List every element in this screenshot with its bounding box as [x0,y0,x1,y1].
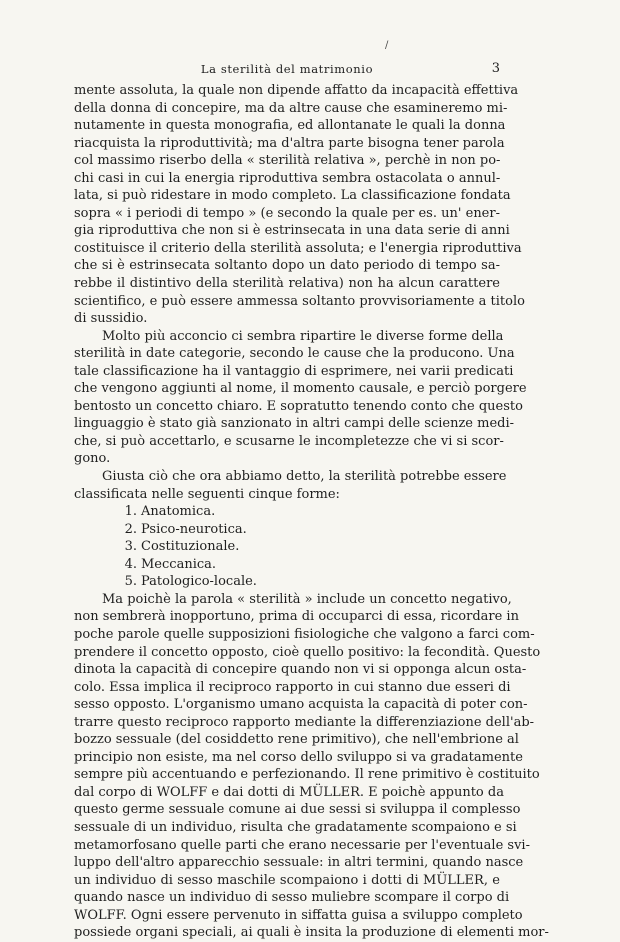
list-item-text: Meccanica. [141,556,217,572]
text-line: questo germe sessuale comune ai due sessi si sviluppa il complesso [74,802,521,818]
text-line: metamorfosano quelle parti che erano necessarie per l'eventuale svi- [74,837,530,853]
text-line: costituisce il criterio della sterilità assoluta; e l'energia riproduttiva [74,240,522,256]
text-line: riacquista la riproduttività; ma d'altra parte bisogna tener parola [74,135,505,151]
paragraph-3 [74,468,507,503]
text-line: della donna di concepire, ma da altre cause che esamineremo mi- [74,100,508,116]
list-item-text: Patologico-locale. [141,574,257,590]
list-item-number: 5. [124,574,137,590]
body-text [74,82,549,942]
list-item-text: Anatomica. [141,504,216,520]
list-item-number: 3. [124,539,137,555]
text-line: sempre più accentuando e perfezionando. Il rene primitivo è costituito [74,767,540,783]
stray-mark: / [385,40,389,51]
text-line: bentosto un concetto chiaro. E sopratutto tenendo conto che questo [74,398,523,414]
text-line: linguaggio è stato già sanzionato in altri campi delle scienze medi- [74,416,515,432]
list-item-number: 1. [124,504,137,520]
text-line: col massimo riserbo della « sterilità relativa », perchè in non po- [74,153,501,169]
text-line: sesso opposto. L'organismo umano acquista la capacità di poter con- [74,697,528,713]
list-item-number: 4. [124,556,137,572]
text-line: Ma poichè la parola « sterilità » include un concetto negativo, [102,591,512,607]
text-line: che, si può accettarlo, e scusarne le incompletezze che vi si scor- [74,433,504,449]
list-item-number: 2. [124,521,137,537]
text-line: gia riproduttiva che non si è estrinsecata in una data serie di anni [74,223,510,239]
text-line: trarre questo reciproco rapporto mediante la differenziazione dell'ab- [74,714,535,730]
text-line: sessuale di un individuo, risulta che gradatamente scompaiono e si [74,819,517,835]
text-line: tale classificazione ha il vantaggio di esprimere, nei varii predicati [74,363,514,379]
list-item [74,521,500,539]
text-line: lata, si può ridestare in modo completo. La classificazione fondata [74,188,511,204]
text-line: non sembrerà inopportuno, prima di occuparci di essa, ricordare in [74,609,519,625]
text-line: WOLFF. Ogni essere pervenuto in siffatta guisa a sviluppo completo [74,907,523,923]
text-line: bozzo sessuale (del cosiddetto rene primitivo), che nell'embrione al [74,732,519,748]
text-line: sopra « i periodi di tempo » (e secondo la quale per es. un' ener- [74,205,500,221]
list-item-text: Psico-neurotica. [141,521,247,537]
list-item [74,503,500,521]
text-line: di sussidio. [74,311,148,327]
text-line: luppo dell'altro apparecchio sessuale: in altri termini, quando nasce [74,855,524,871]
text-line: colo. Essa implica il reciproco rapporto in cui stanno due esseri di [74,679,511,695]
text-line: quando nasce un individuo di sesso muliebre scompare il corpo di [74,890,510,906]
paragraph-2 [74,328,527,468]
page-header [74,60,500,78]
text-line: nutamente in questa monografia, ed allontanate le quali la donna [74,118,506,134]
list-item [74,556,500,574]
text-line: un individuo di sesso maschile scompaiono i dotti di MÜLLER, e [74,872,500,888]
list-item [74,573,500,591]
page-number: 3 [491,61,500,76]
text-line: prendere il concetto opposto, cioè quello positivo: la fecondità. Questo [74,644,541,660]
text-line: principio non esiste, ma nel corso dello sviluppo si va gradatamente [74,749,523,765]
text-line: che si è estrinsecata soltanto dopo un dato periodo di tempo sa- [74,258,500,274]
text-line: Molto più acconcio ci sembra ripartire le diverse forme della [102,328,504,344]
paragraph-1 [74,82,525,328]
text-line: chi casi in cui la energia riproduttiva sembra ostacolata o annul- [74,170,501,186]
text-line: classificata nelle seguenti cinque forme: [74,486,340,502]
paragraph-4 [74,591,549,942]
text-line: dinota la capacità di concepire quando non vi si opponga alcun osta- [74,662,527,678]
text-line: che vengono aggiunti al nome, il momento causale, e perciò porgere [74,381,527,397]
text-line: sterilità in date categorie, secondo le cause che la producono. Una [74,346,515,362]
text-line: scientifico, e può essere ammessa soltanto provvisoriamente a titolo [74,293,525,309]
text-line: mente assoluta, la quale non dipende affatto da incapacità effettiva [74,83,519,98]
text-line: gono. [74,451,111,467]
sterility-forms-list [74,503,500,591]
text-line: rebbe il distintivo della sterilità relativa) non ha alcun carattere [74,276,500,292]
text-line: possiede organi speciali, ai quali è insita la produzione di elementi mor- [74,925,549,941]
text-line: dal corpo di WOLFF e dai dotti di MÜLLER. E poichè appunto da [74,784,504,800]
list-item [74,538,500,556]
text-line: poche parole quelle supposizioni fisiologiche che valgono a farci com- [74,626,535,642]
text-line: Giusta ciò che ora abbiamo detto, la sterilità potrebbe essere [102,469,507,485]
running-title: La sterilità del matrimonio [200,62,374,76]
list-item-text: Costituzionale. [141,539,240,555]
